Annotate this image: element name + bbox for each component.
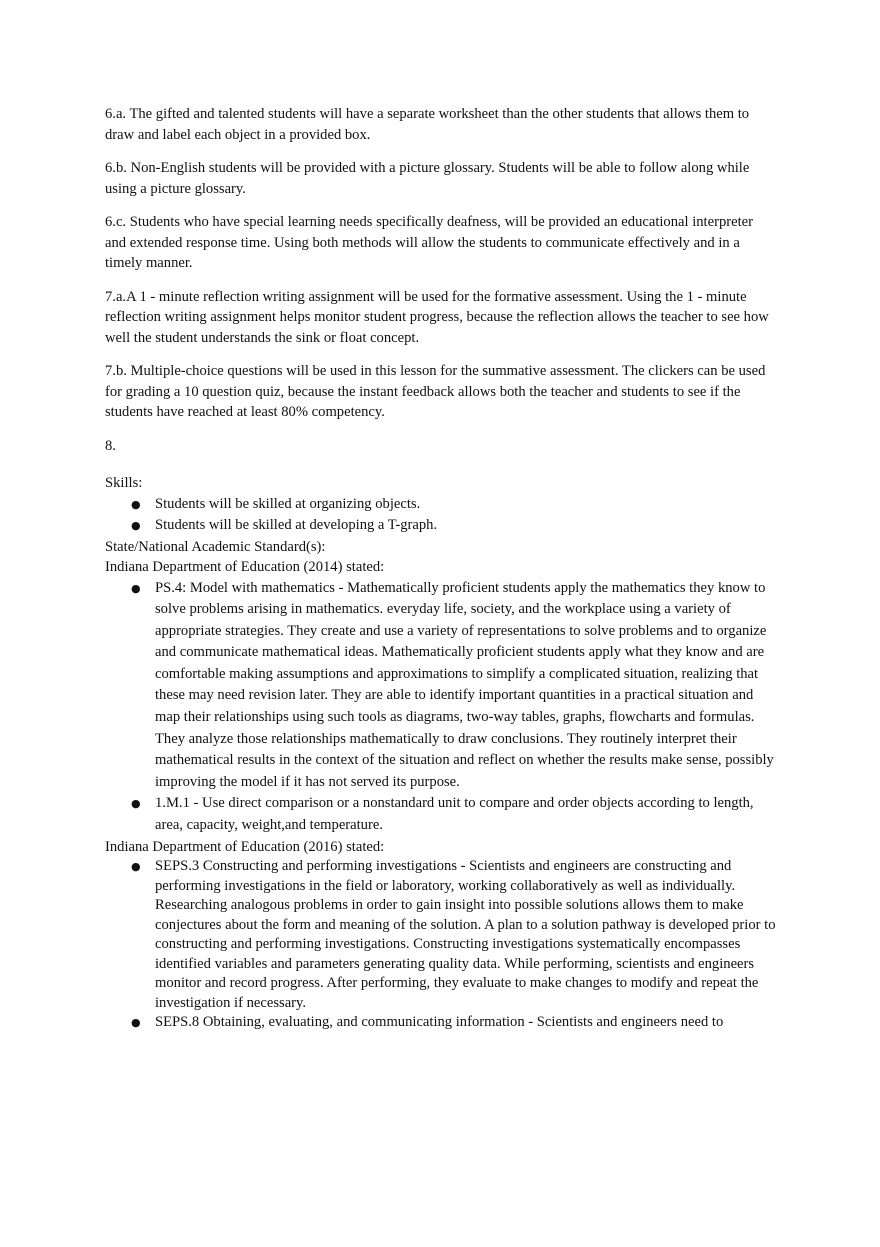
list-item [105,515,776,537]
bullet-icon: ● [131,1016,141,1030]
standards-2014-list [105,578,776,837]
standard-text: SEPS.3 Constructing and performing investigations - Scientists and engineers are constructing and performing investigations in the field or laboratory, working collaboratively as well as individually. Researching analogous problems in order to gain insight into possible solutions allows them to make conjectures about the form and meaning of the solution. A plan to a solution pathway is developed prior to constructing and performing investigations. Constructing investigations systematically encompasses identified variables and parameters generating quality data. While performing, scientists and engineers monitor and record progress. After performing, they evaluate to make changes to modify and repeat the investigation if necessary. [155,858,776,1011]
standard-text: 1.M.1 - Use direct comparison or a nonstandard unit to compare and order objects according to length, area, capacity, weight,and temperature. [155,795,754,834]
paragraph-7a: 7.a.A 1 - minute reflection writing assignment will be used for the formative assessment. Using the 1 - minute reflection writing assignment helps monitor student progress, because the reflection allows the teacher to see how well the student understands the sink or float concept. [105,288,769,346]
bullet-icon: ● [131,581,141,595]
source-2016: Indiana Department of Education (2016) stated: [105,838,385,855]
list-item [105,793,776,836]
list-item [105,1013,776,1033]
section-number-8: 8. [105,437,116,454]
standard-text: PS.4: Model with mathematics - Mathematically proficient students apply the mathematics they know to solve problems arising in mathematics. everyday life, society, and the workplace using a variety of appropriate strategies. They create and use a variety of representations to solve problems and to organize and communicate mathematical ideas. Mathematically proficient students apply what they know and are comfortable making assumptions and approximations to simplify a complicated situation, realizing that these may need revision later. They are able to identify important quantities in a practical situation and map their relationships using such tools as diagrams, two-way tables, graphs, flowcharts and formulas. They analyze those relationships mathematically to draw conclusions. They routinely interpret their mathematical results in the context of the situation and reflect on whether the results make sense, possibly improving the model if it has not served its purpose. [155,579,774,790]
bullet-icon: ● [131,797,141,811]
standards-2016-list [105,857,776,1033]
skills-list [105,494,776,537]
list-item [105,578,776,794]
paragraph-6a: 6.a. The gifted and talented students will have a separate worksheet than the other students that allows them to draw and label each object in a provided box. [105,106,750,143]
source-2014: Indiana Department of Education (2014) stated: [105,559,385,575]
paragraph-6b: 6.b. Non-English students will be provided with a picture glossary. Students will be able to follow along while using a picture glossary. [105,160,750,197]
skill-text: Students will be skilled at organizing objects. [155,495,421,512]
skill-text: Students will be skilled at developing a T-graph. [155,517,438,533]
bullet-icon: ● [131,519,141,532]
standards-heading: State/National Academic Standard(s): [105,538,326,555]
paragraph-7b: 7.b. Multiple-choice questions will be used in this lesson for the summative assessment. The clickers can be used for grading a 10 question quiz, because the instant feedback allows both the teacher and students to see if the students have reached at least 80% competency. [105,363,766,420]
paragraph-6c: 6.c. Students who have special learning needs specifically deafness, will be provided an educational interpreter and extended response time. Using both methods will allow the students to communicate effectively and in a timely manner. [105,214,753,271]
list-item [105,857,776,1013]
bullet-icon: ● [131,860,141,874]
list-item [105,494,776,516]
skills-heading: Skills: [105,475,143,491]
standard-text: SEPS.8 Obtaining, evaluating, and communicating information - Scientists and engineers need to [155,1014,724,1031]
bullet-icon: ● [131,497,141,511]
